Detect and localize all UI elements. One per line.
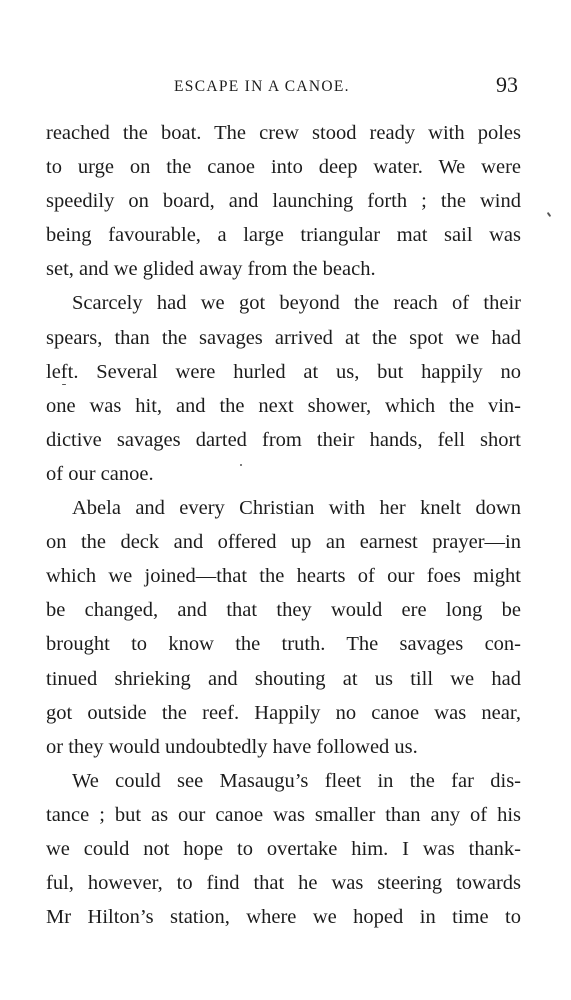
- text-line: Mr Hilton’s station, where we hoped in time to: [46, 906, 521, 929]
- page-number: 93: [496, 72, 518, 97]
- body-text: [46, 116, 521, 934]
- text-line: one was hit, and the next shower, which the vin-: [46, 394, 521, 417]
- text-line: tance ; but as our canoe was smaller than any of his: [46, 803, 521, 826]
- text-line: speedily on board, and launching forth ; the wind: [46, 190, 521, 213]
- text-line: dictive savages darted from their hands, fell short: [46, 428, 521, 451]
- text-line: to urge on the canoe into deep water. We were: [46, 156, 521, 179]
- print-speck: [240, 464, 242, 466]
- text-line: being favourable, a large triangular mat sail was: [46, 224, 521, 247]
- text-line: tinued shrieking and shouting at us till we had: [46, 667, 521, 690]
- text-line: Scarcely had we got beyond the reach of their: [72, 292, 521, 315]
- text-line: or they would undoubtedly have followed us.: [46, 735, 418, 758]
- text-line: set, and we glided away from the beach.: [46, 258, 376, 281]
- text-line: be changed, and that they would ere long be: [46, 599, 521, 622]
- text-line: ful, however, to find that he was steering towards: [46, 872, 521, 895]
- print-speck: [62, 384, 66, 385]
- text-line: brought to know the truth. The savages con-: [46, 633, 521, 656]
- text-line: We could see Masaugu’s fleet in the far dis-: [72, 769, 521, 792]
- running-head: [46, 72, 518, 102]
- text-line: reached the boat. The crew stood ready with poles: [46, 122, 521, 144]
- running-title: ESCAPE IN A CANOE.: [174, 78, 350, 95]
- text-line: which we joined—that the hearts of our foes might: [46, 565, 521, 588]
- print-speck: [547, 212, 552, 217]
- text-line: spears, than the savages arrived at the spot we had: [46, 326, 521, 349]
- text-line: of our canoe.: [46, 462, 154, 485]
- text-line: on the deck and offered up an earnest prayer—in: [46, 531, 521, 554]
- text-line: we could not hope to overtake him. I was thank-: [46, 837, 521, 860]
- text-line: Abela and every Christian with her knelt down: [72, 497, 521, 520]
- text-line: left. Several were hurled at us, but happily no: [46, 360, 521, 383]
- text-line: got outside the reef. Happily no canoe was near,: [46, 701, 521, 724]
